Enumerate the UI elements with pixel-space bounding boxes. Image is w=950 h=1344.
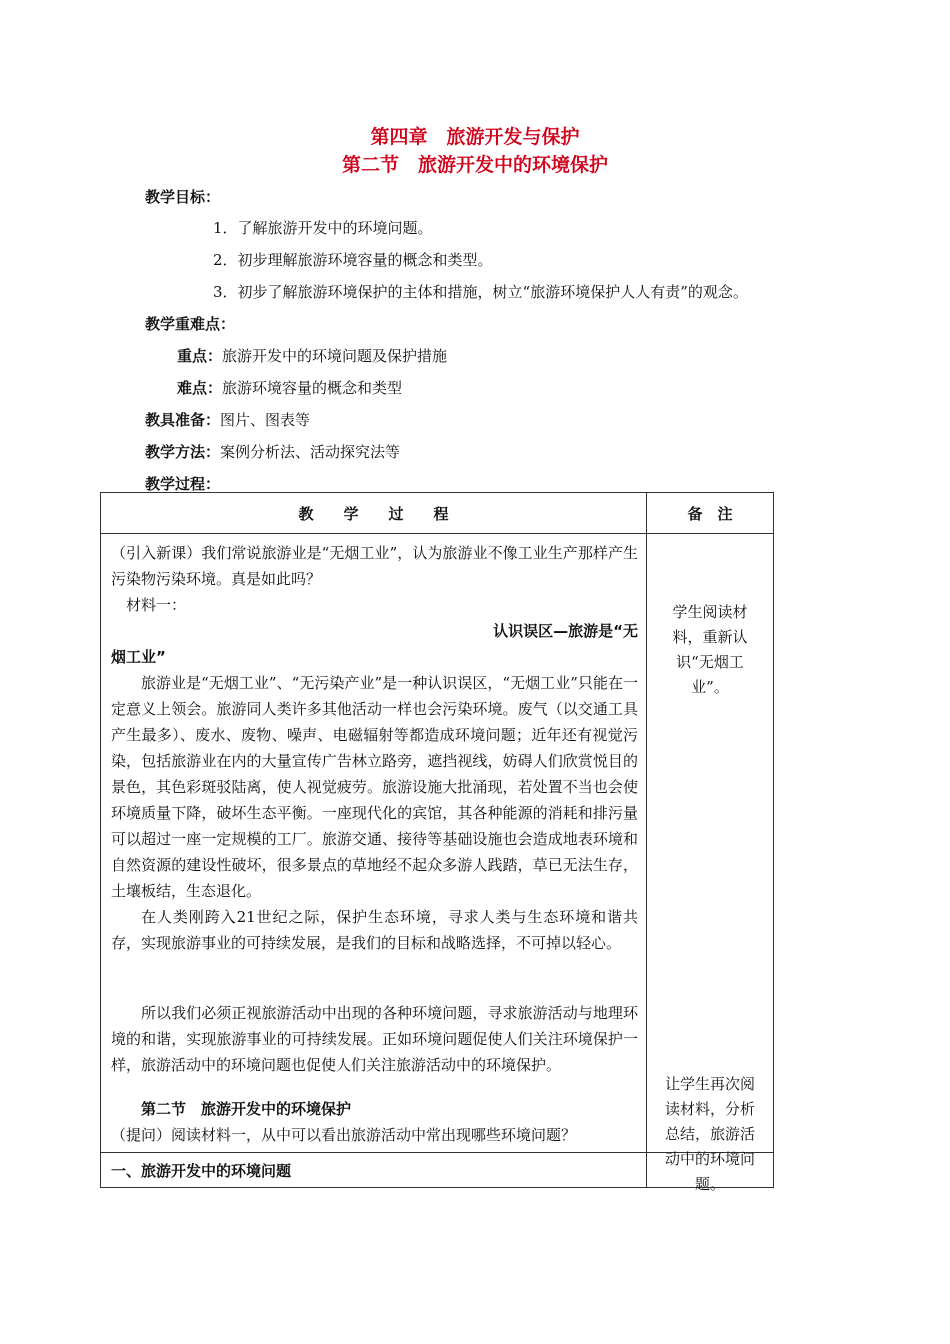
methods-line bbox=[145, 441, 400, 462]
intro-text: （引入新课）我们常说旅游业是“无烟工业”，认为旅游业不像工业生产那样产生污染物污染环境。真是如此吗？ bbox=[111, 544, 638, 588]
tools-label: 教具准备： bbox=[145, 411, 221, 429]
material-label: 材料一： bbox=[126, 596, 187, 614]
section-title: 第二节 旅游开发中的环境保护 bbox=[341, 154, 608, 176]
table-body-row bbox=[101, 534, 774, 1153]
question-text: （提问）阅读材料一，从中可以看出旅游活动中常出现哪些环境问题？ bbox=[111, 1126, 577, 1144]
methods-text: 案例分析法、活动探究法等 bbox=[220, 443, 401, 461]
summary-paragraph: 所以我们必须正视旅游活动中出现的各种环境问题，寻求旅游活动与地理环境的和谐，实现旅游事业的可持续发展。正如环境问题促使人们关注环境保护一样，旅游活动中的环境问题也促使人们关注旅游活动中的环境保护。 bbox=[111, 1004, 638, 1074]
process-label: 教学过程： bbox=[145, 475, 221, 493]
focus-text: 旅游开发中的环境问题及保护措施 bbox=[222, 347, 448, 365]
material-paragraph-2: 在人类刚跨入21世纪之际，保护生态环境，寻求人类与生态环境和谐共存，实现旅游事业的可持续发展，是我们的目标和战略选择，不可掉以轻心。 bbox=[111, 908, 638, 952]
header-process: 教 学 过 程 bbox=[101, 493, 647, 534]
difficulty-text: 旅游环境容量的概念和类型 bbox=[222, 379, 403, 397]
process-content bbox=[101, 534, 647, 1153]
material-paragraph-1: 旅游业是“无烟工业”、“无污染产业”是一种认识误区，“无烟工业”只能在一定意义上领会。旅游同人类许多其他活动一样也会污染环境。废气（以交通工具产生最多）、废水、废物、噪声、电磁辐射等都造成环境问题；近年还有视觉污染，包括旅游业在内的大量宣传广告林立路旁，遮挡视线，妨碍人们欣赏悦目的景色，其色彩斑驳陆离，使人视觉疲劳。旅游设施大批涌现，若处置不当也会使环境质量下降，破坏生态平衡。一座现代化的宾馆，其各种能源的消耗和排污量可以超过一座一定规模的工厂。旅游交通、接待等基础设施也会造成地表环境和自然资源的建设性破坏，很多景点的草地经不起众多游人践踏，草已无法生存，土壤板结，生态退化。 bbox=[111, 674, 638, 900]
objectives-label: 教学目标： bbox=[145, 188, 221, 206]
chapter-title: 第四章 旅游开发与保护 bbox=[370, 126, 580, 148]
focus-line bbox=[177, 345, 447, 366]
notes-column bbox=[647, 534, 774, 1193]
material-title-part1: 认识误区—旅游是“无 bbox=[493, 622, 638, 640]
tools-line bbox=[145, 409, 310, 430]
spacer bbox=[111, 956, 638, 1000]
table-header-row bbox=[101, 493, 774, 534]
teaching-process-table bbox=[100, 492, 774, 1193]
tools-text: 图片、图表等 bbox=[220, 411, 311, 429]
keypoints-label: 教学重难点： bbox=[145, 315, 236, 333]
objective-item-2: 2．初步理解旅游环境容量的概念和类型。 bbox=[213, 251, 493, 269]
spacer bbox=[111, 1078, 638, 1096]
header-notes: 备 注 bbox=[647, 493, 774, 534]
section-heading: 第二节 旅游开发中的环境保护 bbox=[141, 1100, 352, 1118]
focus-label: 重点： bbox=[177, 347, 223, 365]
objective-item-3: 3．初步了解旅游环境保护的主体和措施，树立“旅游环境保护人人有责”的观念。 bbox=[213, 283, 748, 301]
footer-heading: 一、旅游开发中的环境问题 bbox=[101, 1153, 647, 1188]
material-title-part2: 烟工业” bbox=[111, 648, 166, 666]
methods-label: 教学方法： bbox=[145, 443, 221, 461]
note-2: 让学生再次阅读材料，分析总结，旅游活动中的环境问题。 bbox=[664, 1075, 755, 1193]
objective-item-1: 1．了解旅游开发中的环境问题。 bbox=[213, 219, 433, 237]
note-1: 学生阅读材料，重新认识“无烟工业”。 bbox=[672, 603, 748, 696]
difficulty-label: 难点： bbox=[177, 379, 223, 397]
difficulty-line bbox=[177, 377, 402, 398]
